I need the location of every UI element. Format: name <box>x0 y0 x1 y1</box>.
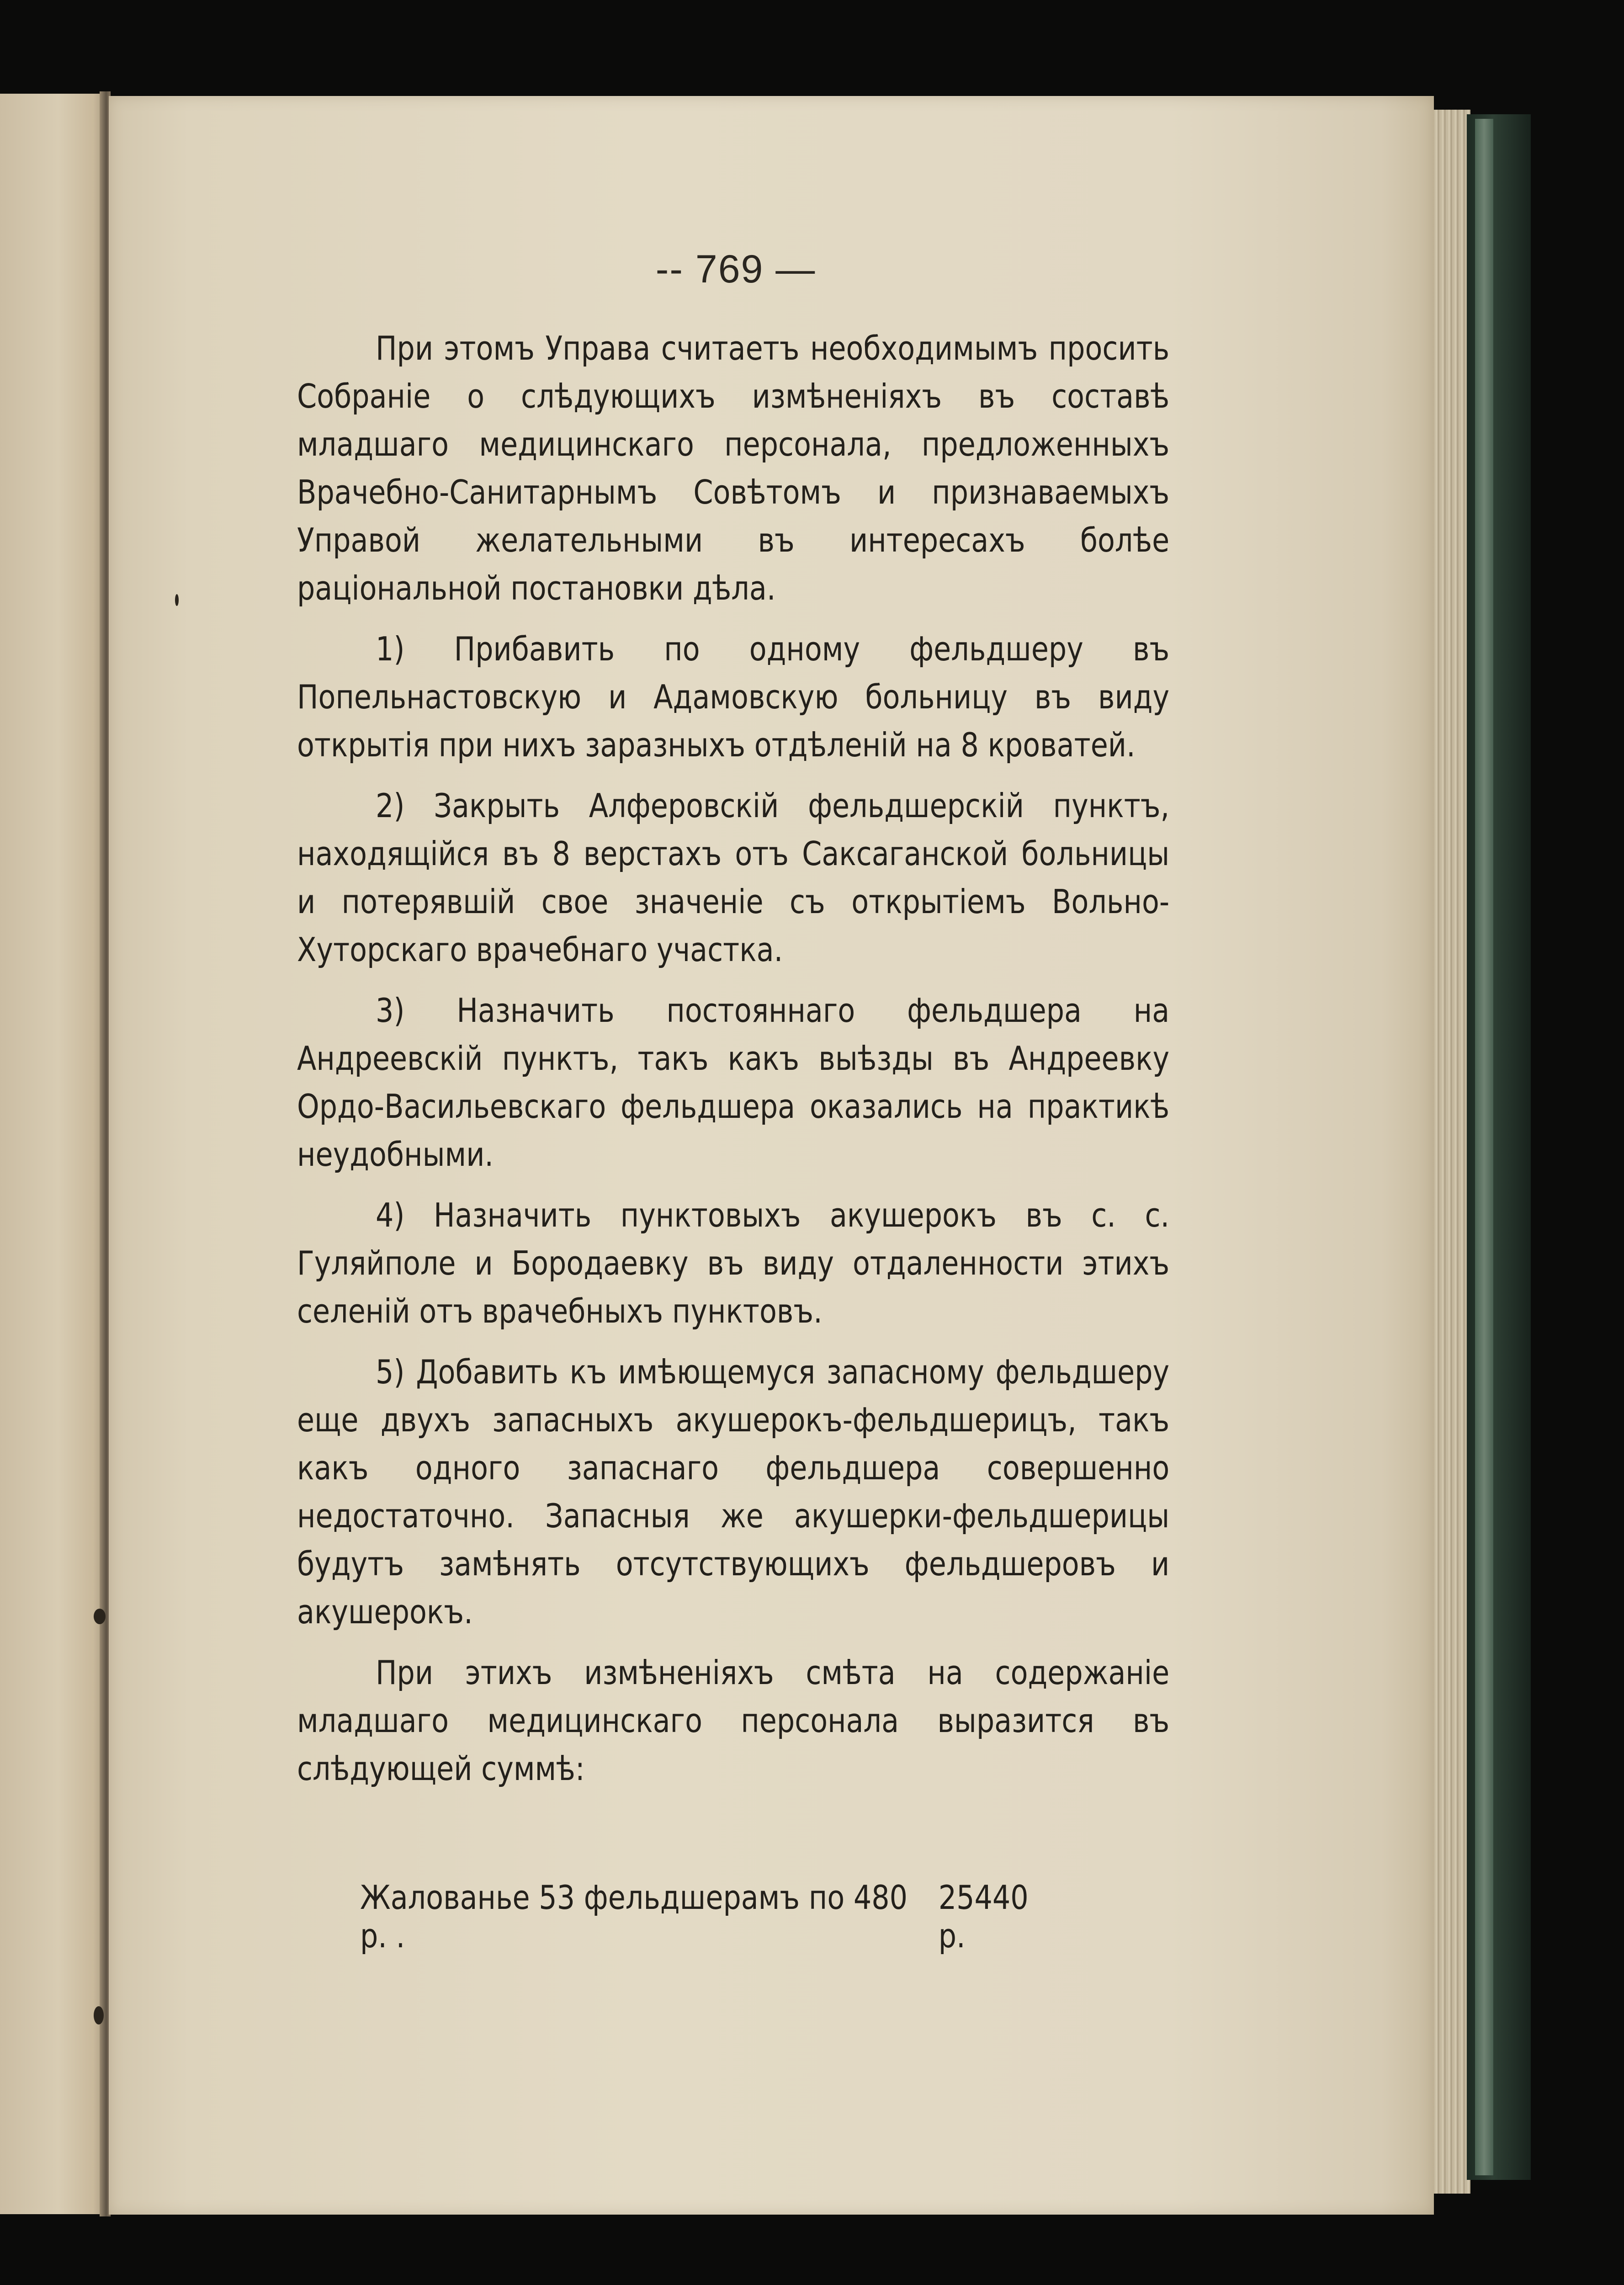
binding-mark <box>94 2006 104 2025</box>
salary-amount: 25440 р. <box>938 1878 1029 1955</box>
page-number: -- 769 — <box>655 247 816 291</box>
paragraph-item-5: 5) Добавить къ имѣющемуся запасному фельдшеру еще двухъ запасныхъ акушерокъ-фельдшерицъ, такъ какъ одного запаснаго фельдшера совершенно недостаточно. Запасныя же акушерки-фельдшерицы будутъ замѣнять отсутствующихъ фельдшеровъ и акушерокъ. <box>297 1353 1170 1631</box>
paragraph-item-3: 3) Назначить постояннаго фельдшера на Андреевскій пунктъ, такъ какъ выѣзды въ Андреевку Ордо-Васильевскаго фельдшера оказались на практикѣ неудобными. <box>297 991 1170 1174</box>
paragraph-item-2: 2) Закрыть Алферовскій фельдшерскій пунктъ, находящійся въ 8 верстахъ отъ Саксаганской больницы и потерявшій свое значеніе съ открытіемъ Вольно-Хуторскаго врачебнаго участка. <box>297 786 1170 969</box>
page-edges <box>1434 110 1470 2194</box>
paragraph-intro: При этомъ Управа считаетъ необходимымъ просить Собраніе о слѣдующихъ измѣненіяхъ въ составѣ младшаго медицинскаго персонала, предложенныхъ Врачебно-Санитарнымъ Совѣтомъ и признаваемыхъ Управой желательными въ интересахъ болѣе раціональной постановки дѣла. <box>297 329 1170 607</box>
left-page-edge <box>0 94 106 2214</box>
paragraph-item-1: 1) Прибавить по одному фельдшеру въ Попельнастовскую и Адамовскую больницу въ виду открытія при нихъ заразныхъ отдѣленій на 8 кроватей. <box>297 630 1170 764</box>
salary-label: Жалованье 53 фельдшерамъ по 480 р. . <box>360 1878 908 1955</box>
salary-line <box>360 1878 1060 1955</box>
paper-speck <box>175 594 179 606</box>
paragraph-estimate: При этихъ измѣненіяхъ смѣта на содержаніе младшаго медицинскаго персонала выразится въ слѣдующей суммѣ: <box>297 1653 1170 1788</box>
binding-mark <box>94 1609 106 1624</box>
paragraph-item-4: 4) Назначить пунктовыхъ акушерокъ въ с. с. Гуляйполе и Бородаевку въ виду отдаленности этихъ селеній отъ врачебныхъ пунктовъ. <box>297 1196 1170 1330</box>
cover-edge <box>1475 119 1493 2175</box>
page-text <box>297 324 1170 1806</box>
